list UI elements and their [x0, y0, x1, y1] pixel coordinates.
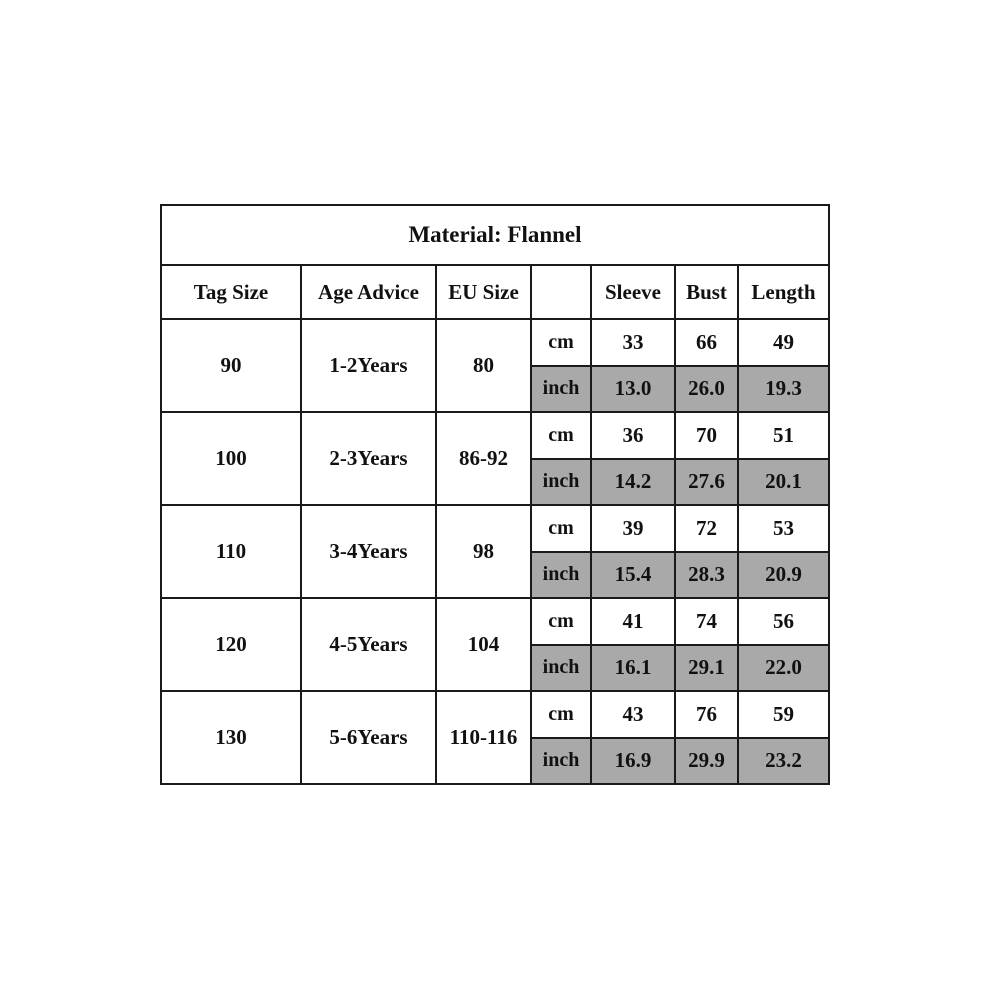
sleeve-inch-cell: 15.4: [591, 552, 675, 599]
tag-size-cell: 100: [161, 412, 301, 505]
bust-inch-cell: 28.3: [675, 552, 738, 599]
bust-cm-cell: 72: [675, 505, 738, 552]
table-row: [161, 319, 829, 366]
sleeve-inch-cell: 16.9: [591, 738, 675, 785]
header-sleeve: Sleeve: [591, 265, 675, 319]
title-row: [161, 205, 829, 265]
table-row: [161, 598, 829, 645]
age-advice-cell: 3-4Years: [301, 505, 436, 598]
length-inch-cell: 23.2: [738, 738, 829, 785]
unit-cm-cell: cm: [531, 598, 591, 645]
eu-size-cell: 104: [436, 598, 531, 691]
table-row: [161, 505, 829, 552]
length-inch-cell: 22.0: [738, 645, 829, 692]
header-length: Length: [738, 265, 829, 319]
bust-inch-cell: 29.9: [675, 738, 738, 785]
unit-inch-cell: inch: [531, 552, 591, 599]
unit-cm-cell: cm: [531, 505, 591, 552]
length-cm-cell: 49: [738, 319, 829, 366]
eu-size-cell: 86-92: [436, 412, 531, 505]
unit-inch-cell: inch: [531, 738, 591, 785]
unit-inch-cell: inch: [531, 459, 591, 506]
sleeve-cm-cell: 33: [591, 319, 675, 366]
tag-size-cell: 130: [161, 691, 301, 784]
chart-title: Material: Flannel: [161, 205, 829, 265]
header-tag-size: Tag Size: [161, 265, 301, 319]
length-cm-cell: 59: [738, 691, 829, 738]
header-bust: Bust: [675, 265, 738, 319]
unit-inch-cell: inch: [531, 645, 591, 692]
size-chart-table: [160, 204, 830, 785]
length-cm-cell: 51: [738, 412, 829, 459]
table-row: [161, 691, 829, 738]
age-advice-cell: 2-3Years: [301, 412, 436, 505]
bust-inch-cell: 29.1: [675, 645, 738, 692]
length-inch-cell: 20.9: [738, 552, 829, 599]
header-unit: [531, 265, 591, 319]
tag-size-cell: 110: [161, 505, 301, 598]
unit-cm-cell: cm: [531, 412, 591, 459]
unit-cm-cell: cm: [531, 691, 591, 738]
sleeve-inch-cell: 14.2: [591, 459, 675, 506]
unit-inch-cell: inch: [531, 366, 591, 413]
unit-cm-cell: cm: [531, 319, 591, 366]
length-inch-cell: 20.1: [738, 459, 829, 506]
sleeve-cm-cell: 43: [591, 691, 675, 738]
sleeve-cm-cell: 39: [591, 505, 675, 552]
age-advice-cell: 4-5Years: [301, 598, 436, 691]
age-advice-cell: 1-2Years: [301, 319, 436, 412]
header-age-advice: Age Advice: [301, 265, 436, 319]
tag-size-cell: 90: [161, 319, 301, 412]
length-inch-cell: 19.3: [738, 366, 829, 413]
bust-inch-cell: 27.6: [675, 459, 738, 506]
eu-size-cell: 110-116: [436, 691, 531, 784]
bust-cm-cell: 70: [675, 412, 738, 459]
sleeve-inch-cell: 13.0: [591, 366, 675, 413]
table-row: [161, 412, 829, 459]
sleeve-inch-cell: 16.1: [591, 645, 675, 692]
sleeve-cm-cell: 36: [591, 412, 675, 459]
bust-inch-cell: 26.0: [675, 366, 738, 413]
bust-cm-cell: 74: [675, 598, 738, 645]
header-row: [161, 265, 829, 319]
length-cm-cell: 53: [738, 505, 829, 552]
eu-size-cell: 98: [436, 505, 531, 598]
eu-size-cell: 80: [436, 319, 531, 412]
bust-cm-cell: 76: [675, 691, 738, 738]
age-advice-cell: 5-6Years: [301, 691, 436, 784]
sleeve-cm-cell: 41: [591, 598, 675, 645]
length-cm-cell: 56: [738, 598, 829, 645]
header-eu-size: EU Size: [436, 265, 531, 319]
tag-size-cell: 120: [161, 598, 301, 691]
bust-cm-cell: 66: [675, 319, 738, 366]
